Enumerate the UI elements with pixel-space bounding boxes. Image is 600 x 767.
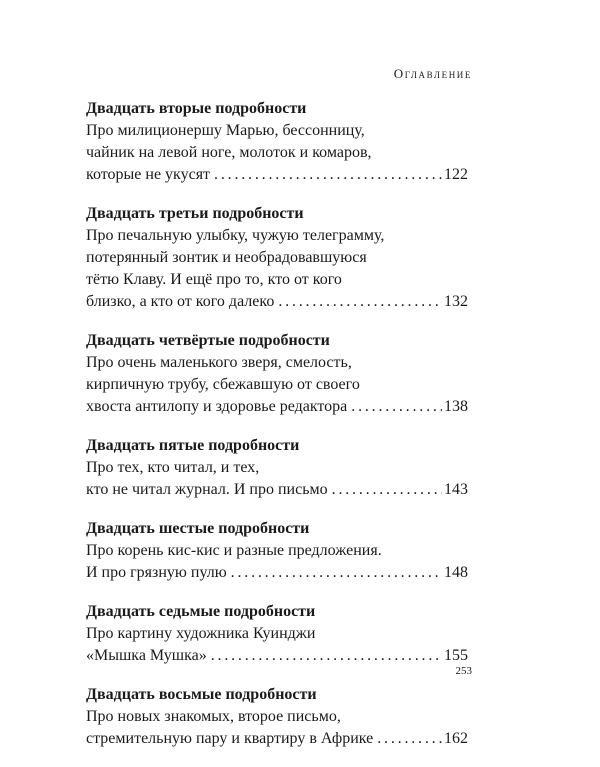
chapter-description-line: Про печальную улыбку, чужую телеграмму, — [86, 227, 385, 244]
dot-leader — [211, 645, 442, 667]
toc-entry[interactable] — [86, 98, 468, 186]
toc-entry[interactable] — [86, 435, 468, 501]
chapter-title: Двадцать шестые подробности — [86, 520, 310, 537]
chapter-description-line: Про новых знакомых, второе письмо, — [86, 708, 341, 725]
toc-entry[interactable] — [86, 518, 468, 584]
chapter-description-line: близко, а кто от кого далеко — [86, 293, 275, 310]
folio-page-number: 253 — [455, 665, 472, 677]
toc-entry[interactable] — [86, 601, 468, 667]
chapter-last-line — [86, 728, 468, 750]
chapter-description-line: Про картину художника Куинджи — [86, 625, 316, 642]
page-number: 162 — [444, 730, 468, 747]
chapter-description-line: хвоста антилопу и здоровье редактора — [86, 398, 348, 415]
toc-entry[interactable] — [86, 203, 468, 313]
chapter-title: Двадцать четвёртые подробности — [86, 332, 330, 349]
chapter-title: Двадцать вторые подробности — [86, 100, 307, 117]
chapter-description-line: «Мышка Мушка» — [86, 647, 207, 664]
chapter-description-line: стремительную пару и квартиру в Африке — [86, 730, 374, 747]
running-head: Оглавление — [393, 66, 472, 81]
chapter-title: Двадцать третьи подробности — [86, 205, 304, 222]
table-of-contents — [86, 98, 468, 767]
chapter-description-line: И про грязную пулю — [86, 564, 227, 581]
dot-leader — [278, 291, 442, 313]
chapter-description-line: тётю Клаву. И ещё про то, кто от кого — [86, 271, 342, 288]
chapter-title: Двадцать пятые подробности — [86, 437, 300, 454]
chapter-description-line: Про корень кис-кис и разные предложения. — [86, 542, 382, 559]
chapter-last-line — [86, 396, 468, 418]
dot-leader — [332, 479, 442, 501]
chapter-description-line: Про милиционершу Марью, бессонницу, — [86, 122, 365, 139]
chapter-description-line: потерянный зонтик и необрадовавшуюся — [86, 249, 367, 266]
toc-entry[interactable] — [86, 330, 468, 418]
chapter-title: Двадцать седьмые подробности — [86, 603, 316, 620]
chapter-last-line — [86, 164, 468, 186]
page-number: 143 — [444, 481, 468, 498]
page-number: 138 — [444, 398, 468, 415]
toc-entry[interactable] — [86, 684, 468, 750]
dot-leader — [377, 728, 442, 750]
chapter-last-line — [86, 291, 468, 313]
chapter-description-line: кто не читал журнал. И про письмо — [86, 481, 328, 498]
chapter-description-line: которые не укусят — [86, 166, 211, 183]
page-number: 132 — [444, 293, 468, 310]
page-number: 148 — [444, 564, 468, 581]
dot-leader — [351, 396, 442, 418]
chapter-description-line: Про тех, кто читал, и тех, — [86, 459, 260, 476]
chapter-last-line — [86, 562, 468, 584]
chapter-last-line — [86, 479, 468, 501]
page-number: 122 — [444, 166, 468, 183]
dot-leader — [231, 562, 442, 584]
chapter-description-line: Про очень маленького зверя, смелость, — [86, 354, 352, 371]
chapter-title: Двадцать восьмые подробности — [86, 686, 317, 703]
chapter-description-line: чайник на левой ноге, молоток и комаров, — [86, 144, 372, 161]
dot-leader — [214, 164, 442, 186]
chapter-description-line: кирпичную трубу, сбежавшую от своего — [86, 376, 360, 393]
chapter-last-line — [86, 645, 468, 667]
page-number: 155 — [444, 647, 468, 664]
